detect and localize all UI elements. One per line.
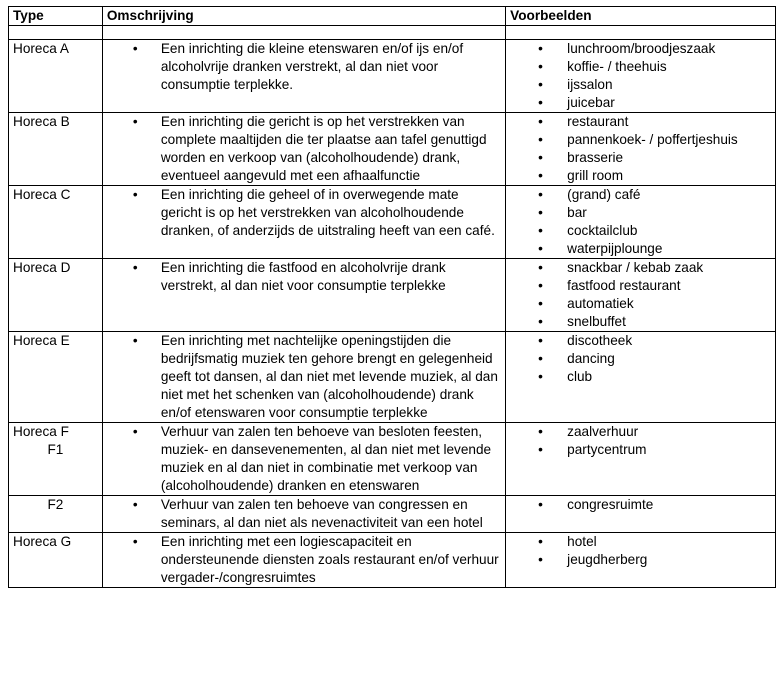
- table-row: [9, 40, 776, 113]
- table-row: [9, 113, 776, 186]
- example-item: • club: [567, 368, 771, 386]
- example-item: • congresruimte: [567, 496, 771, 514]
- description-cell: [102, 113, 505, 186]
- description-text: • Een inrichting die gericht is op het verstrekken van complete maaltijden die ter plaatse aan tafel genuttigd worden en verkoop van (alcoholhoudende) drank, eventueel aangevuld met een afhaalfunctie: [161, 113, 501, 185]
- description-cell: [102, 332, 505, 423]
- example-item: • bar: [567, 204, 771, 222]
- description-cell: [102, 533, 505, 588]
- type-cell: [9, 40, 103, 113]
- example-item: • juicebar: [567, 94, 771, 112]
- description-cell: [102, 259, 505, 332]
- examples-cell: [506, 40, 776, 113]
- horeca-categories-table: [8, 6, 776, 588]
- example-item: • koffie- / theehuis: [567, 58, 771, 76]
- examples-cell: [506, 113, 776, 186]
- examples-cell: [506, 259, 776, 332]
- example-item: • ijssalon: [567, 76, 771, 94]
- description-text: • Een inrichting die geheel of in overwegende mate gericht is op het verstrekken van alcoholhoudende dranken, of anderzijds de uitstraling heeft van een café.: [161, 186, 501, 240]
- header-type: Type: [9, 7, 103, 26]
- table-empty-row: [9, 26, 776, 40]
- type-label: F2: [47, 497, 64, 512]
- example-item: • partycentrum: [567, 441, 771, 459]
- example-item: • jeugdherberg: [567, 551, 771, 569]
- table-row: [9, 496, 776, 533]
- document-page: [8, 6, 776, 588]
- type-label: Horeca C: [13, 187, 71, 202]
- description-cell: [102, 496, 505, 533]
- description-text: • Verhuur van zalen ten behoeve van besloten feesten, muziek- en dansevenementen, al dan niet met levende muziek en al dan niet in combinatie met verkoop van (alcoholhoudende) dranken en etenswaren: [161, 423, 501, 495]
- empty-cell: [9, 26, 103, 40]
- type-cell: [9, 113, 103, 186]
- description-cell: [102, 40, 505, 113]
- type-label: Horeca E: [13, 333, 70, 348]
- example-item: • automatiek: [567, 295, 771, 313]
- examples-cell: [506, 186, 776, 259]
- example-item: • (grand) café: [567, 186, 771, 204]
- type-label: Horeca F: [13, 424, 69, 439]
- example-item: • snackbar / kebab zaak: [567, 259, 771, 277]
- description-text: • Een inrichting met nachtelijke openingstijden die bedrijfsmatig muziek ten gehore brengt en gelegenheid geeft tot dansen, al dan niet met levende muziek, al dan niet met het schenken van (alcoholhoudende) drank en/of etenswaren voor consumptie terplekke: [161, 332, 501, 422]
- empty-cell: [102, 26, 505, 40]
- type-cell: [9, 259, 103, 332]
- table-row: [9, 332, 776, 423]
- example-item: • zaalverhuur: [567, 423, 771, 441]
- table-row: [9, 533, 776, 588]
- description-text: • Een inrichting die kleine etenswaren en/of ijs en/of alcoholvrije dranken verstrekt, al dan niet voor consumptie terplekke.: [161, 40, 501, 94]
- example-item: • hotel: [567, 533, 771, 551]
- table-row: [9, 423, 776, 496]
- type-sublabel: F1: [47, 442, 64, 457]
- table-header-row: [9, 7, 776, 26]
- example-item: • discotheek: [567, 332, 771, 350]
- table-row: [9, 259, 776, 332]
- type-cell: [9, 423, 103, 496]
- example-item: • snelbuffet: [567, 313, 771, 331]
- description-text: • Een inrichting met een logiescapaciteit en ondersteunende diensten zoals restaurant en/of verhuur vergader-/congresruimtes: [161, 533, 501, 587]
- description-text: • Verhuur van zalen ten behoeve van congressen en seminars, al dan niet als nevenactiviteit van een hotel: [161, 496, 501, 532]
- examples-cell: [506, 496, 776, 533]
- example-item: • brasserie: [567, 149, 771, 167]
- example-item: • cocktailclub: [567, 222, 771, 240]
- example-item: • lunchroom/broodjeszaak: [567, 40, 771, 58]
- example-item: • grill room: [567, 167, 771, 185]
- example-item: • fastfood restaurant: [567, 277, 771, 295]
- type-label: Horeca B: [13, 114, 70, 129]
- type-cell: [9, 533, 103, 588]
- description-cell: [102, 423, 505, 496]
- example-item: • dancing: [567, 350, 771, 368]
- type-label: Horeca A: [13, 41, 69, 56]
- example-item: • pannenkoek- / poffertjeshuis: [567, 131, 771, 149]
- table-row: [9, 186, 776, 259]
- empty-cell: [506, 26, 776, 40]
- type-label: Horeca G: [13, 534, 72, 549]
- example-item: • restaurant: [567, 113, 771, 131]
- header-examples: Voorbeelden: [506, 7, 776, 26]
- type-cell: [9, 186, 103, 259]
- type-cell: [9, 332, 103, 423]
- type-cell: [9, 496, 103, 533]
- description-text: • Een inrichting die fastfood en alcoholvrije drank verstrekt, al dan niet voor consumptie terplekke: [161, 259, 501, 295]
- examples-cell: [506, 533, 776, 588]
- header-description: Omschrijving: [102, 7, 505, 26]
- examples-cell: [506, 332, 776, 423]
- examples-cell: [506, 423, 776, 496]
- type-label: Horeca D: [13, 260, 71, 275]
- description-cell: [102, 186, 505, 259]
- example-item: • waterpijplounge: [567, 240, 771, 258]
